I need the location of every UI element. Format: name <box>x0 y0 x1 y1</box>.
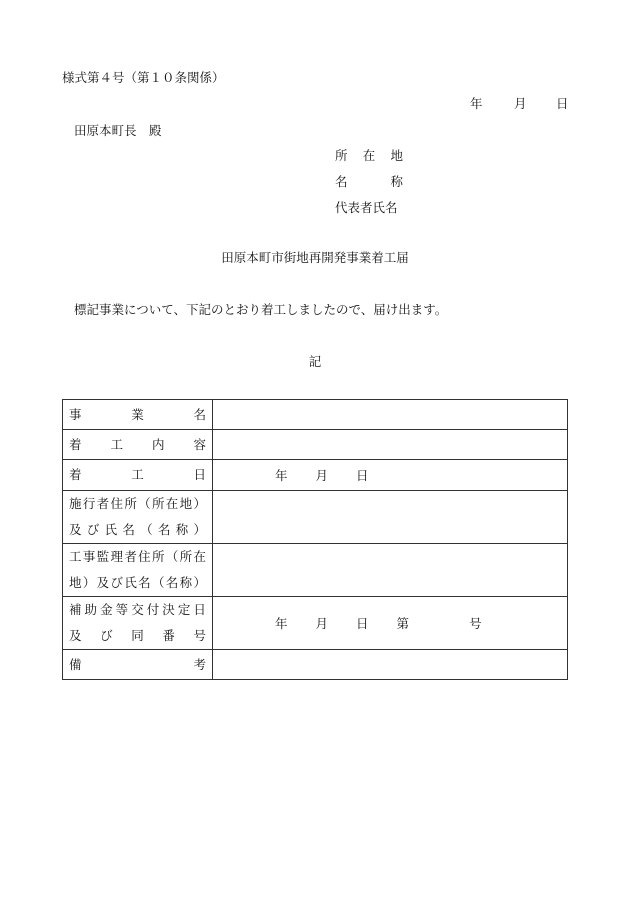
applicant-name-label: 名 称 <box>335 174 403 189</box>
subsidy-go: 号 <box>469 616 482 631</box>
row-supervisor <box>63 544 568 597</box>
label-subsidy: 補 助 金 等 交 付 決 定 日 及 び 同 番 号 <box>63 597 213 650</box>
applicant-representative-label: 代表者氏名 <box>335 200 398 215</box>
subsidy-month: 月 <box>315 616 329 631</box>
value-start-date[interactable] <box>213 460 568 491</box>
row-start-date <box>63 460 568 491</box>
start-notice-table <box>62 399 568 680</box>
label-remarks: 備 考 <box>63 650 213 680</box>
row-subsidy <box>63 597 568 650</box>
label-contractor: 施 行 者 住 所 （ 所 在 地 ） 及 び 氏 名 （ 名 称 ） <box>63 491 213 544</box>
applicant-address-label: 所 在 地 <box>335 148 403 163</box>
value-supervisor[interactable] <box>213 544 568 597</box>
subsidy-day: 日 <box>356 616 369 631</box>
row-contractor <box>63 491 568 544</box>
value-work-content[interactable] <box>213 430 568 460</box>
start-date-year: 年 <box>275 468 288 483</box>
row-business-name <box>63 400 568 430</box>
applicant-block <box>335 146 415 216</box>
document-title: 田原本町市街地再開発事業着工届 <box>221 250 409 265</box>
subsidy-year: 年 <box>275 616 288 631</box>
label-supervisor: 工 事 監 理 者 住 所 （ 所 在 地 ） 及 び 氏 名 （ 名 称 ） <box>63 544 213 597</box>
intro-text: 標記事業について、下記のとおり着工しましたので、届け出ます。 <box>74 302 448 317</box>
subsidy-dai: 第 <box>396 616 410 631</box>
value-business-name[interactable] <box>213 400 568 430</box>
addressee: 田原本町長 殿 <box>74 123 162 138</box>
start-date-day: 日 <box>356 468 369 483</box>
header-date <box>470 94 570 110</box>
label-business-name: 事 業 名 <box>63 400 213 430</box>
label-work-content: 着 工 内 容 <box>63 430 213 460</box>
value-remarks[interactable] <box>213 650 568 680</box>
row-work-content <box>63 430 568 460</box>
note-heading: 記 <box>308 354 322 369</box>
row-remarks <box>63 650 568 680</box>
value-subsidy[interactable] <box>213 597 568 650</box>
start-date-month: 月 <box>315 468 329 483</box>
value-contractor[interactable] <box>213 491 568 544</box>
form-number: 様式第４号（第１０条関係） <box>62 70 225 85</box>
date-year: 年 <box>470 96 483 111</box>
label-start-date: 着 工 日 <box>63 460 213 491</box>
date-month: 月 <box>514 96 527 111</box>
date-day: 日 <box>556 96 569 111</box>
